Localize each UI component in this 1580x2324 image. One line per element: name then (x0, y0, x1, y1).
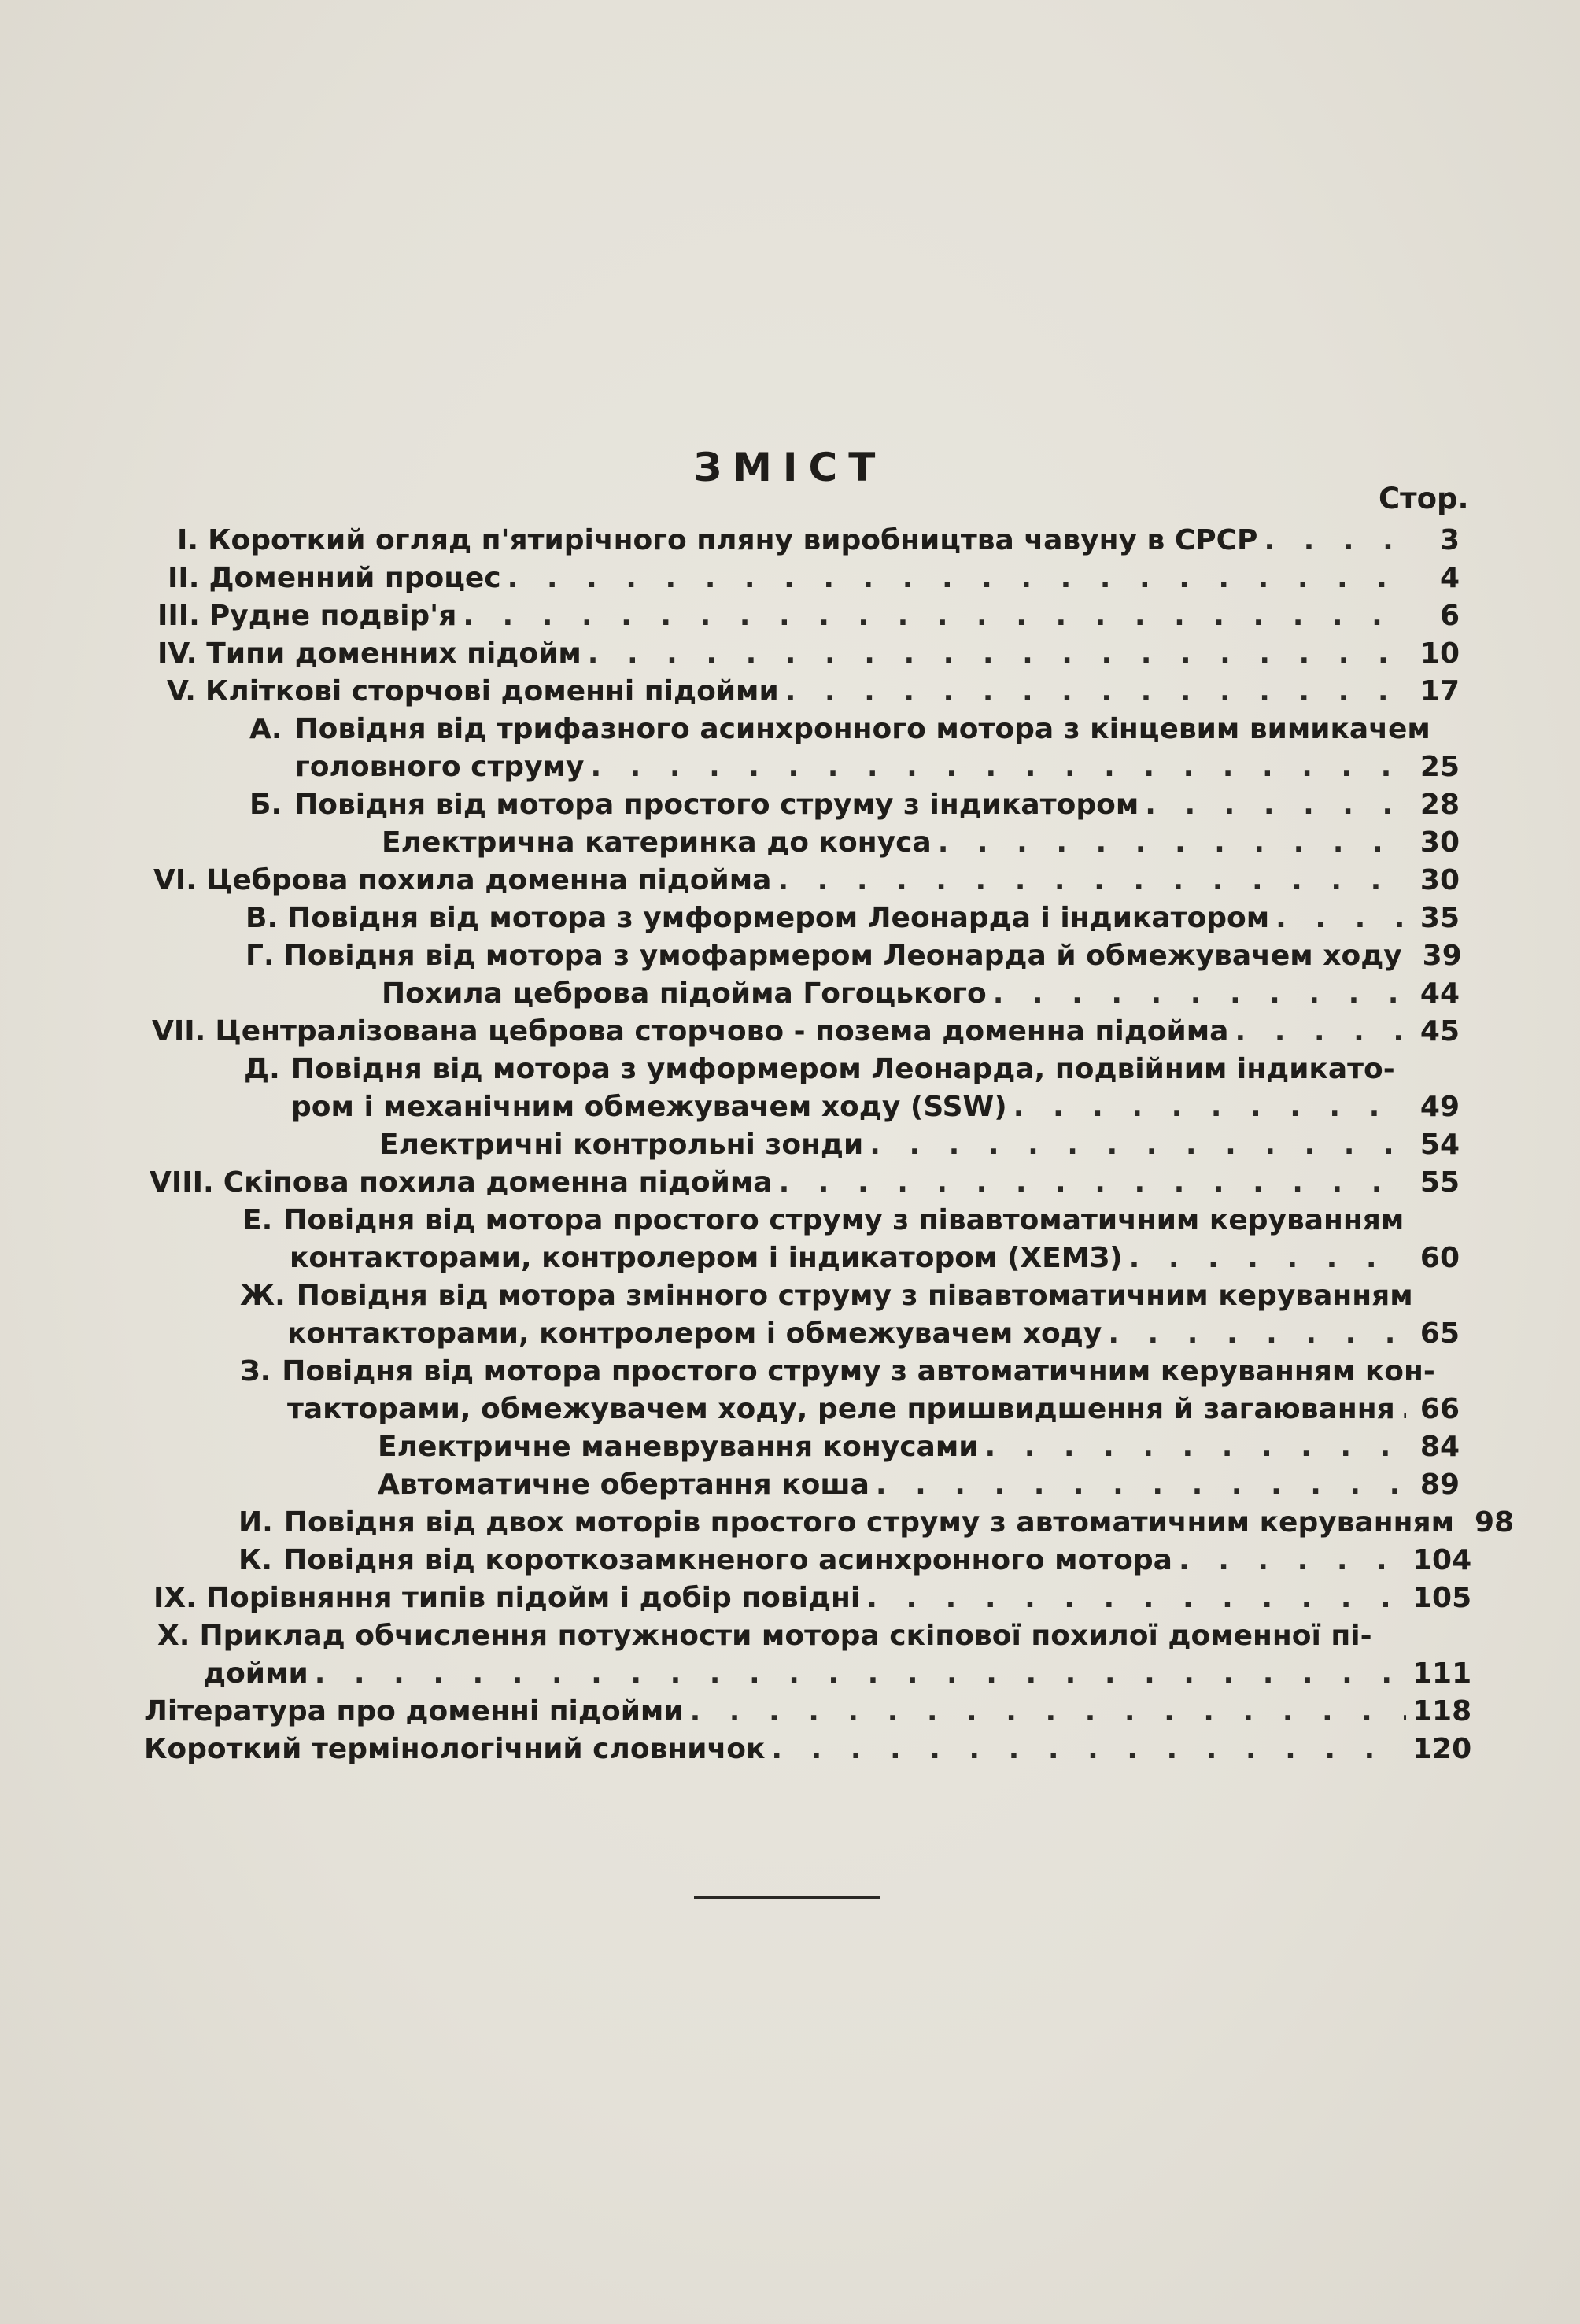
leader-dots (785, 675, 1406, 708)
leader-dots (315, 1657, 1406, 1690)
page-title: ЗМІСТ (693, 445, 887, 490)
closing-rule (694, 1896, 880, 1899)
toc-entry-title: Електричне маневрування конусами (378, 1431, 979, 1463)
leader-dots (1264, 524, 1406, 556)
toc-entry-title: такторами, обмежувачем ходу, реле пришвидшення й загаювання (287, 1393, 1395, 1425)
leader-dots (690, 1695, 1406, 1727)
toc-entry-page: 45 (1419, 1015, 1460, 1047)
toc-entry-title: Повідня від мотора змінного струму з півавтоматичним керуванням (296, 1280, 1413, 1312)
toc-entry-title: Рудне подвір'я (209, 600, 457, 632)
toc-entry-number: I. (177, 524, 199, 556)
toc-entry-page: 30 (1419, 826, 1460, 859)
toc-entry-title: Повідня від мотора простого струму з індикатором (294, 789, 1139, 821)
toc-entry-page: 6 (1439, 600, 1460, 632)
toc-entry (244, 1053, 1460, 1089)
toc-entry (240, 1355, 1460, 1391)
toc-entry-title: Електричні контрольні зонди (379, 1129, 864, 1161)
toc-entry (240, 1280, 1460, 1316)
toc-entry-page: 65 (1419, 1317, 1460, 1350)
toc-entry-title: Повідня від мотора з умформером Леонарда і індикатором (287, 902, 1270, 934)
leader-dots (1235, 1015, 1406, 1047)
toc-entry-page: 25 (1419, 751, 1460, 783)
toc-entry (153, 864, 1460, 900)
toc-entry-number: VIII. (150, 1166, 214, 1199)
toc-entry-title: Повідня від трифазного асинхронного мотора з кінцевим вимикачем (294, 713, 1430, 745)
toc-entry-title: Типи доменних підойм (206, 637, 581, 670)
toc-entry (287, 1393, 1460, 1429)
toc-entry-title: Повідня від мотора простого струму з автоматичним керуванням кон- (282, 1355, 1435, 1387)
toc-entry-page: 60 (1419, 1242, 1460, 1274)
toc-entry-number: В. (245, 902, 279, 934)
toc-entry (203, 1657, 1472, 1694)
toc-entry-page: 105 (1412, 1582, 1472, 1614)
toc-entry-number: Д. (244, 1053, 280, 1085)
toc-entry-page: 66 (1419, 1393, 1460, 1425)
toc-entry-number: II. (168, 562, 200, 594)
leader-dots (1179, 1544, 1406, 1576)
toc-entry-number: К. (238, 1544, 273, 1576)
page-column-label: Стор. (1379, 482, 1469, 515)
toc-entry-title: Скіпова похила доменна підойма (223, 1166, 773, 1199)
toc-entry (144, 1695, 1472, 1731)
toc-entry (150, 1166, 1460, 1203)
toc-entry (291, 1091, 1460, 1127)
toc-entry (238, 1544, 1472, 1580)
toc-entry (379, 1129, 1460, 1165)
toc-entry (157, 600, 1460, 636)
toc-entry-page: 118 (1412, 1695, 1472, 1727)
leader-dots (1401, 1393, 1406, 1425)
toc-entry (287, 1317, 1460, 1354)
toc-entry-title: Централізована цеброва сторчово - позема доменна підойма (215, 1015, 1229, 1047)
toc-entry-page: 28 (1419, 789, 1460, 821)
leader-dots (985, 1431, 1407, 1463)
toc-entry-title: Кліткові сторчові доменні підойми (205, 675, 779, 708)
toc-entry (249, 713, 1460, 749)
toc-entry-title: Доменний процес (209, 562, 501, 594)
toc-entry-page: 98 (1474, 1506, 1515, 1539)
toc-entry-title: контакторами, контролером і індикатором (ХЕМЗ) (290, 1242, 1123, 1274)
leader-dots (779, 1166, 1406, 1199)
toc-entry-title: Порівняння типів підойм і добір повідні (205, 1582, 861, 1614)
leader-dots (777, 864, 1406, 896)
toc-entry-title: контакторами, контролером і обмежувачем ходу (287, 1317, 1102, 1350)
toc-entry-page: 30 (1419, 864, 1460, 896)
toc-entry-title: Короткий огляд п'ятирічного пляну виробництва чавуну в СРСР (208, 524, 1258, 556)
toc-entry-page: 111 (1412, 1657, 1472, 1690)
toc-entry-page: 54 (1419, 1129, 1460, 1161)
toc-entry-title: головного струму (295, 751, 585, 783)
leader-dots (938, 826, 1406, 859)
toc-entry-number: Г. (245, 940, 275, 972)
leader-dots (1275, 902, 1406, 934)
leader-dots (1129, 1242, 1406, 1274)
toc-entry-title: Короткий термінологічний словничок (144, 1733, 766, 1765)
leader-dots (869, 1129, 1406, 1161)
toc-entry (378, 1431, 1460, 1467)
toc-entry-page: 10 (1419, 637, 1460, 670)
toc-entry-title: Література про доменні підойми (144, 1695, 684, 1727)
leader-dots (771, 1733, 1406, 1765)
leader-dots (866, 1582, 1406, 1614)
toc-entry (245, 940, 1460, 976)
toc-entry-number: VI. (153, 864, 197, 896)
toc-entry (168, 562, 1460, 598)
toc-entry-title: Автоматичне обертання коша (378, 1469, 869, 1501)
toc-entry-title: Повідня від мотора простого струму з півавтоматичним керуванням (283, 1204, 1405, 1236)
toc-entry-page: 55 (1419, 1166, 1460, 1199)
leader-dots (588, 637, 1406, 670)
toc-entry-title: Приклад обчислення потужности мотора скіпової похилої доменної пі- (199, 1620, 1372, 1652)
toc-entry-number: III. (157, 600, 200, 632)
toc-entry-page: 44 (1419, 977, 1460, 1010)
toc-entry-number: И. (238, 1506, 273, 1539)
leader-dots (508, 562, 1406, 594)
toc-entry (152, 1015, 1460, 1051)
leader-dots (993, 977, 1406, 1010)
toc-entry (382, 977, 1460, 1014)
toc-entry (242, 1204, 1460, 1240)
toc-entry-page: 49 (1419, 1091, 1460, 1123)
leader-dots (1145, 789, 1406, 821)
toc-entry-number: IX. (153, 1582, 197, 1614)
toc-entry-page: 104 (1412, 1544, 1472, 1576)
toc-entry-number: З. (240, 1355, 271, 1387)
toc-entry (249, 789, 1460, 825)
toc-entry-title: Електрична катеринка до конуса (382, 826, 932, 859)
toc-entry-page: 3 (1439, 524, 1460, 556)
toc-entry-title: Повідня від мотора з умформером Леонарда, подвійним індикато- (290, 1053, 1395, 1085)
leader-dots (876, 1469, 1406, 1501)
toc-entry-page: 39 (1422, 940, 1462, 972)
toc-entry-page: 35 (1419, 902, 1460, 934)
toc-entry (144, 1733, 1472, 1769)
toc-entry (177, 524, 1460, 560)
toc-entry-page: 4 (1439, 562, 1460, 594)
toc-entry-number: X. (157, 1620, 190, 1652)
toc-entry-number: IV. (157, 637, 198, 670)
leader-dots (1108, 1317, 1406, 1350)
toc-entry-page: 120 (1412, 1733, 1472, 1765)
toc-entry-title: Повідня від короткозамкненого асинхронного мотора (283, 1544, 1172, 1576)
leader-dots (463, 600, 1406, 632)
toc-entry-number: Ж. (240, 1280, 286, 1312)
toc-entry (245, 902, 1460, 938)
toc-entry-number: Е. (242, 1204, 273, 1236)
toc-entry (382, 826, 1460, 863)
leader-dots (1013, 1091, 1406, 1123)
toc-entry-title: Повідня від мотора з умофармером Леонарда й обмежувачем ходу (283, 940, 1402, 972)
leader-dots (590, 751, 1406, 783)
toc-entry (295, 751, 1460, 787)
toc-entry (290, 1242, 1460, 1278)
toc-entry (153, 1582, 1472, 1618)
toc-entry (157, 637, 1460, 674)
toc-entry-number: V. (167, 675, 196, 708)
toc-entry (238, 1506, 1515, 1543)
toc-entry-title: дойми (203, 1657, 308, 1690)
toc-entry (157, 1620, 1460, 1656)
toc-entry-title: Похила цеброва підойма Гогоцького (382, 977, 987, 1010)
toc-entry-number: А. (249, 713, 282, 745)
toc-entry-title: Повідня від двох моторів простого струму з автоматичним керуванням (283, 1506, 1455, 1539)
toc-entry-number: Б. (249, 789, 282, 821)
toc-entry-number: VII. (152, 1015, 206, 1047)
toc-entry-page: 17 (1419, 675, 1460, 708)
toc-entry-title: ром і механічним обмежувачем ходу (SSW) (291, 1091, 1007, 1123)
toc-entry-page: 89 (1419, 1469, 1460, 1501)
toc-entry-page: 84 (1419, 1431, 1460, 1463)
toc-entry (167, 675, 1460, 711)
toc-entry-title: Цеброва похила доменна підойма (205, 864, 772, 896)
toc-entry (378, 1469, 1460, 1505)
